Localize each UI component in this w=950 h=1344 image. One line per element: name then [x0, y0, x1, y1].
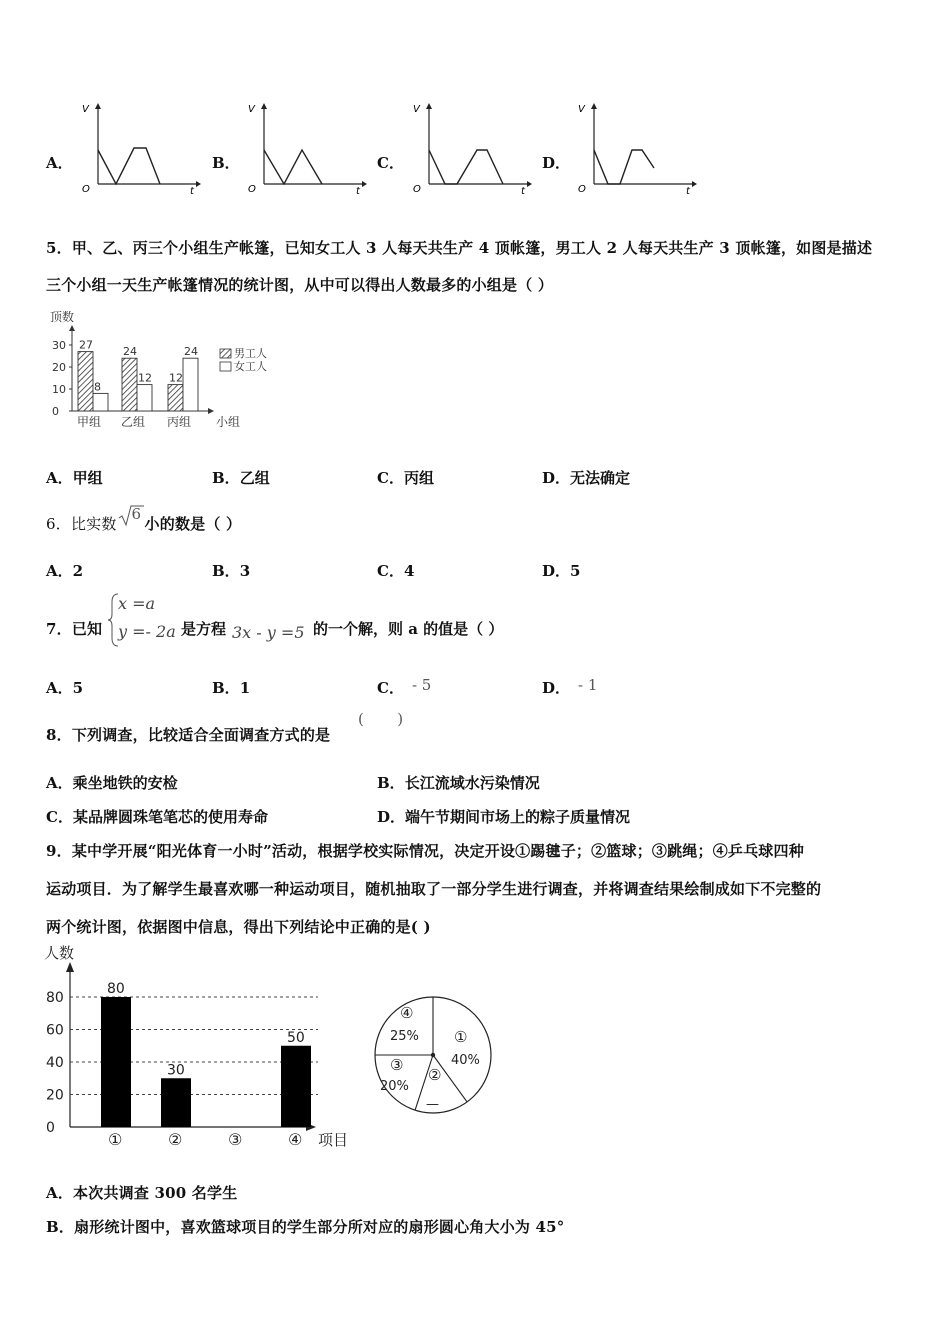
q4-option-c-letter: C． — [377, 154, 404, 172]
q5-bar-value-label: 27 — [79, 338, 93, 352]
axis-v-label: V — [82, 104, 89, 115]
q5-x-tick-label: 丙组 — [167, 415, 192, 429]
q8-option-c-letter: C． — [46, 808, 73, 826]
q7-option-c[interactable] — [377, 677, 431, 698]
q6-prefix: 6．比实数 — [46, 515, 117, 533]
q9-stem-line-2: 运动项目．为了解学生最喜欢哪一种运动项目，随机抽取了一部分学生进行调查，并将调查结果绘制成如下不完整的 — [46, 880, 822, 898]
q5-xlabel: 小组 — [216, 415, 241, 429]
q9-y-tick-label: 20 — [46, 1087, 64, 1104]
q5-y-tick-label: 10 — [52, 383, 66, 396]
q5-legend-male-swatch — [220, 349, 231, 358]
origin-label: O — [578, 184, 586, 195]
q5-y-tick-label: 20 — [52, 361, 66, 374]
q9-pie-percent-label: 20% — [380, 1079, 409, 1094]
q6-option-b-text: 3 — [239, 562, 251, 580]
q9-option-a[interactable] — [46, 1182, 237, 1203]
sqrt-expression — [117, 505, 145, 533]
q5-option-a[interactable] — [46, 467, 103, 488]
q9-x-tick-label: ① — [108, 1130, 123, 1149]
q9-option-a-letter: A． — [46, 1184, 74, 1202]
q5-bar-male — [168, 385, 183, 411]
q9-pie-area — [375, 997, 491, 1113]
q9-y-tick-label: 40 — [46, 1055, 64, 1071]
q9-pie-percent-label: 25% — [390, 1029, 419, 1044]
q8-option-b[interactable] — [377, 772, 540, 793]
q4-option-d-letter: D． — [542, 154, 571, 172]
q5-bar-female — [137, 385, 152, 411]
q5-option-b-text: 乙组 — [239, 469, 270, 487]
q5-bar-value-label: 24 — [123, 345, 137, 359]
q9-bar-value-label: 80 — [107, 981, 125, 997]
axis-t-label: t — [521, 186, 525, 197]
q6-option-a-text: 2 — [72, 562, 84, 580]
q8-option-b-text: 长江流域水污染情况 — [404, 774, 540, 792]
q6-option-c-letter: C． — [377, 562, 404, 580]
axis-t-label: t — [686, 186, 690, 197]
q5-option-d-letter: D． — [542, 469, 571, 487]
q7-mid: 是方程 — [181, 620, 227, 638]
q9-x-tick-label: ② — [168, 1130, 183, 1149]
q9-pie-chart — [368, 990, 508, 1130]
q7-system-line-2: y =- 2a — [118, 622, 176, 641]
q5-bar-female — [93, 393, 108, 411]
q9-x-tick-label: ④ — [288, 1130, 303, 1149]
q8-stem: 8．下列调查，比较适合全面调查方式的是 — [46, 726, 331, 744]
q5-stem-line-1: 5．甲、乙、丙三个小组生产帐篷，已知女工人 3 人每天共生产 4 顶帐篷，男工人 2 人每天共生产 3 顶帐篷，如图是描述 — [46, 239, 873, 257]
q4-option-b-letter: B． — [212, 154, 240, 172]
q8-option-a[interactable] — [46, 772, 178, 793]
q5-bar-value-label: 12 — [138, 371, 152, 385]
q9-plot-area — [46, 962, 318, 1149]
q5-option-c-letter: C． — [377, 469, 404, 487]
q7-option-d-letter: D． — [542, 679, 571, 697]
q5-option-b[interactable] — [212, 467, 270, 488]
q4-graph-a — [74, 98, 204, 198]
q7-option-a-text: 5 — [72, 679, 84, 697]
q7-suffix: 的一个解，则 a 的值是（ ） — [313, 620, 504, 638]
q9-pie-slice-label: ① — [454, 1028, 468, 1046]
q5-x-arrow — [208, 408, 214, 414]
q8-option-c[interactable] — [46, 806, 268, 827]
q9-pie-slice-label: ④ — [400, 1004, 414, 1022]
origin-label: O — [82, 184, 90, 195]
q9-pie-slice-label: ③ — [390, 1056, 404, 1074]
q7-equation: 3x - y =5 — [232, 623, 305, 642]
q5-bar-female — [183, 358, 198, 411]
q7-option-d-text: - 1 — [578, 676, 598, 694]
q9-option-b-text: 扇形统计图中，喜欢篮球项目的学生部分所对应的扇形圆心角大小为 45° — [74, 1218, 565, 1236]
q5-stem-line-2: 三个小组一天生产帐篷情况的统计图，从中可以得出人数最多的小组是（ ） — [46, 276, 554, 294]
origin-label: O — [248, 184, 256, 195]
q9-stem-line-1: 9．某中学开展“阳光体育一小时”活动，根据学校实际情况，决定开设①踢毽子；②篮球；③跳绳；④乒乓球四种 — [46, 842, 804, 860]
q7-option-b-letter: B． — [212, 679, 240, 697]
q5-x-tick-label: 甲组 — [77, 415, 102, 429]
q6-suffix: 小的数是（ ） — [144, 515, 242, 533]
q9-bar — [281, 1046, 311, 1127]
axis-t-label: t — [356, 186, 360, 197]
q5-option-d-text: 无法确定 — [570, 469, 631, 487]
q9-y-arrow — [66, 962, 74, 972]
q9-bar — [101, 997, 131, 1127]
q9-pie-percent-label: 40% — [451, 1053, 480, 1068]
q5-x-tick-label: 乙组 — [121, 415, 146, 429]
q5-legend-female-swatch — [220, 362, 231, 371]
q6-option-d-letter: D． — [542, 562, 571, 580]
q6-option-b-letter: B． — [212, 562, 240, 580]
q5-y-arrow — [69, 325, 75, 331]
axis-v-label: V — [248, 104, 255, 115]
q7-prefix: 7．已知 — [46, 620, 103, 638]
q4-option-a-letter: A． — [46, 154, 73, 172]
q5-option-c[interactable] — [377, 467, 434, 488]
q5-y-tick-label: 30 — [52, 339, 66, 352]
axis-v-label: V — [413, 104, 420, 115]
q5-bar-value-label: 12 — [169, 371, 183, 385]
q5-option-a-letter: A． — [46, 469, 73, 487]
q9-y-tick-label: 0 — [46, 1120, 55, 1136]
q8-option-d-letter: D． — [377, 808, 406, 826]
q6-option-d[interactable] — [542, 560, 580, 581]
q9-bar — [161, 1078, 191, 1127]
q4-graph-c — [405, 98, 535, 198]
q7-option-c-letter: C． — [377, 679, 404, 697]
q5-legend-male: 男工人 — [234, 347, 267, 360]
q6-option-b[interactable] — [212, 560, 250, 581]
q6-stem — [46, 505, 242, 534]
q9-x-tick-label: ③ — [228, 1130, 243, 1149]
q5-bar-male — [78, 352, 93, 411]
q9-y-tick-label: 80 — [46, 990, 64, 1006]
q5-plot-area — [52, 325, 214, 429]
q5-option-b-letter: B． — [212, 469, 240, 487]
q9-pie-percent-label: — — [426, 1097, 439, 1112]
q6-option-a-letter: A． — [46, 562, 73, 580]
q9-bar-chart — [40, 940, 360, 1155]
q9-bar-value-label: 30 — [167, 1062, 185, 1079]
q7-option-a-letter: A． — [46, 679, 73, 697]
q5-bar-male — [122, 358, 137, 411]
axis-v-label: V — [578, 104, 585, 115]
q8-option-a-letter: A． — [46, 774, 73, 792]
q9-option-a-text: 本次共调查 300 名学生 — [73, 1184, 238, 1202]
q9-option-b[interactable] — [46, 1216, 565, 1237]
q9-bar-value-label: 50 — [287, 1029, 305, 1046]
sqrt-radicand: 6 — [131, 505, 142, 523]
q5-bar-value-label: 8 — [94, 380, 101, 394]
origin-label: O — [413, 184, 421, 195]
q5-option-d[interactable] — [542, 467, 630, 488]
q9-ylabel: 人数 — [44, 944, 75, 962]
q7-option-d[interactable] — [542, 677, 597, 698]
axis-t-label: t — [190, 186, 194, 197]
q5-option-c-text: 丙组 — [403, 469, 434, 487]
q6-option-a[interactable] — [46, 560, 83, 581]
q8-option-d[interactable] — [377, 806, 630, 827]
q5-legend-female: 女工人 — [234, 360, 267, 373]
q5-bar-chart — [42, 305, 302, 435]
q5-bar-value-label: 24 — [184, 345, 198, 359]
q7-option-b-text: 1 — [239, 679, 251, 697]
q8-paren: ( ) — [358, 710, 404, 728]
q7-option-a[interactable] — [46, 677, 83, 698]
q6-option-d-text: 5 — [570, 562, 581, 580]
q7-option-b[interactable] — [212, 677, 250, 698]
q8-option-b-letter: B． — [377, 774, 405, 792]
q7-system-line-1: x =a — [118, 594, 156, 613]
q6-option-c-text: 4 — [403, 562, 415, 580]
q4-graph-d — [570, 98, 700, 198]
q9-option-b-letter: B． — [46, 1218, 75, 1236]
q4-graph-b — [240, 98, 370, 198]
q8-option-d-text: 端午节期间市场上的粽子质量情况 — [405, 808, 631, 826]
q9-pie-slice-label: ② — [428, 1066, 442, 1084]
q9-stem-line-3: 两个统计图，依据图中信息，得出下列结论中正确的是( ) — [46, 918, 431, 936]
q5-y-tick-label: 0 — [52, 405, 59, 418]
q8-option-a-text: 乘坐地铁的安检 — [72, 774, 178, 792]
q9-y-tick-label: 60 — [46, 1022, 64, 1039]
q9-xlabel: 项目 — [318, 1131, 349, 1149]
q8-option-c-text: 某品牌圆珠笔笔芯的使用寿命 — [72, 808, 268, 826]
q9-pie-center — [431, 1053, 435, 1057]
q6-option-c[interactable] — [377, 560, 414, 581]
q5-option-a-text: 甲组 — [72, 469, 103, 487]
q7-option-c-text: - 5 — [411, 676, 432, 694]
q5-ylabel: 顶数 — [50, 310, 75, 324]
